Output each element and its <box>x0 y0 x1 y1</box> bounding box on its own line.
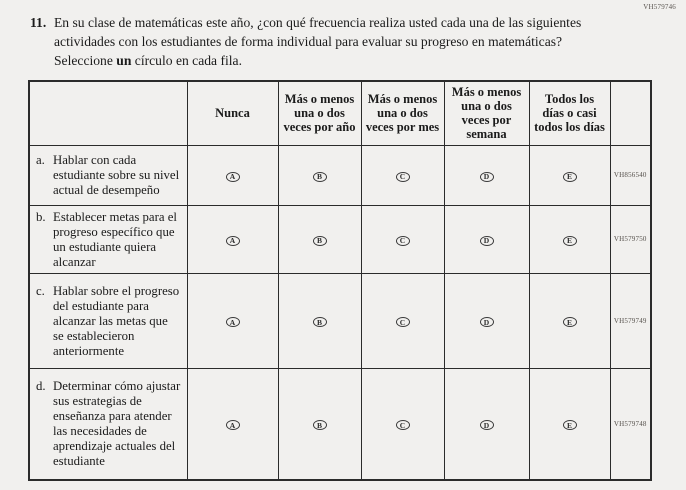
option-cell-c <box>361 273 444 368</box>
table-row-d <box>29 368 651 480</box>
row-label-text: Determinar cómo ajustar sus estrategias de enseñanza para atender las necesidades de aprendizaje actuales del estudiante <box>53 379 181 469</box>
option-cell-a <box>187 273 278 368</box>
table-row-c <box>29 273 651 368</box>
answer-bubble-a[interactable]: A <box>226 172 240 182</box>
option-cell-d <box>444 273 529 368</box>
option-cell-e <box>529 368 610 480</box>
question-text-main: En su clase de matemáticas este año, ¿con qué frecuencia realiza usted cada una de las siguientes actividades con los estudiantes de forma individual para evaluar su progreso en matemáticas? Seleccione <box>54 15 582 68</box>
column-header-por-mes: Más o menos una o dos veces por mes <box>361 81 444 145</box>
option-cell-b <box>278 368 361 480</box>
column-header-por-semana: Más o menos una o dos veces por semana <box>444 81 529 145</box>
answer-bubble-d[interactable]: D <box>480 236 494 246</box>
row-label-text: Hablar con cada estudiante sobre su nivel actual de desempeño <box>53 153 180 197</box>
option-cell-a <box>187 205 278 273</box>
answer-bubble-d[interactable]: D <box>480 172 494 182</box>
answer-bubble-c[interactable]: C <box>396 172 410 182</box>
option-cell-a <box>187 368 278 480</box>
option-cell-e <box>529 205 610 273</box>
row-letter: c. <box>36 283 45 298</box>
row-label <box>29 273 187 368</box>
table-row-b <box>29 205 651 273</box>
row-letter: a. <box>36 153 45 167</box>
answer-bubble-e[interactable]: E <box>563 172 577 182</box>
row-label-text: Hablar sobre el progreso del estudiante para alcanzar las metas que se establecieron anteriormente <box>53 283 180 358</box>
row-label <box>29 145 187 205</box>
column-header-blank <box>29 81 187 145</box>
column-header-code-blank <box>610 81 651 145</box>
table-row-a <box>29 145 651 205</box>
row-label <box>29 368 187 480</box>
answer-bubble-b[interactable]: B <box>313 317 327 327</box>
answer-bubble-a[interactable]: A <box>226 420 240 430</box>
row-label-text: Establecer metas para el progreso específico que un estudiante quiera alcanzar <box>53 209 177 269</box>
frequency-table <box>28 80 652 481</box>
answer-bubble-e[interactable]: E <box>563 420 577 430</box>
row-code: VH856540 <box>610 145 651 205</box>
question-block <box>30 13 586 70</box>
option-cell-d <box>444 368 529 480</box>
answer-bubble-d[interactable]: D <box>480 420 494 430</box>
option-cell-c <box>361 368 444 480</box>
form-code: VH579746 <box>643 3 676 11</box>
question-text-bold: un <box>116 53 132 68</box>
option-cell-e <box>529 273 610 368</box>
option-cell-d <box>444 205 529 273</box>
row-code: VH579748 <box>610 368 651 480</box>
row-code: VH579750 <box>610 205 651 273</box>
header-row <box>29 81 651 145</box>
row-letter: d. <box>36 379 46 394</box>
question-number: 11. <box>30 15 47 30</box>
question-text <box>54 13 586 70</box>
column-header-todos-los-dias: Todos los días o casi todos los días <box>529 81 610 145</box>
answer-bubble-b[interactable]: B <box>313 172 327 182</box>
option-cell-c <box>361 205 444 273</box>
answer-bubble-c[interactable]: C <box>396 317 410 327</box>
row-code: VH579749 <box>610 273 651 368</box>
option-cell-a <box>187 145 278 205</box>
answer-bubble-b[interactable]: B <box>313 420 327 430</box>
option-cell-e <box>529 145 610 205</box>
column-header-por-ano: Más o menos una o dos veces por año <box>278 81 361 145</box>
answer-bubble-e[interactable]: E <box>563 317 577 327</box>
answer-bubble-c[interactable]: C <box>396 420 410 430</box>
row-letter: b. <box>36 209 46 224</box>
answer-bubble-d[interactable]: D <box>480 317 494 327</box>
answer-bubble-a[interactable]: A <box>226 317 240 327</box>
option-cell-b <box>278 205 361 273</box>
answer-bubble-c[interactable]: C <box>396 236 410 246</box>
row-label <box>29 205 187 273</box>
option-cell-d <box>444 145 529 205</box>
option-cell-b <box>278 273 361 368</box>
option-cell-c <box>361 145 444 205</box>
answer-bubble-b[interactable]: B <box>313 236 327 246</box>
answer-bubble-e[interactable]: E <box>563 236 577 246</box>
column-header-nunca: Nunca <box>187 81 278 145</box>
question-text-tail: círculo en cada fila. <box>131 53 242 68</box>
answer-bubble-a[interactable]: A <box>226 236 240 246</box>
option-cell-b <box>278 145 361 205</box>
